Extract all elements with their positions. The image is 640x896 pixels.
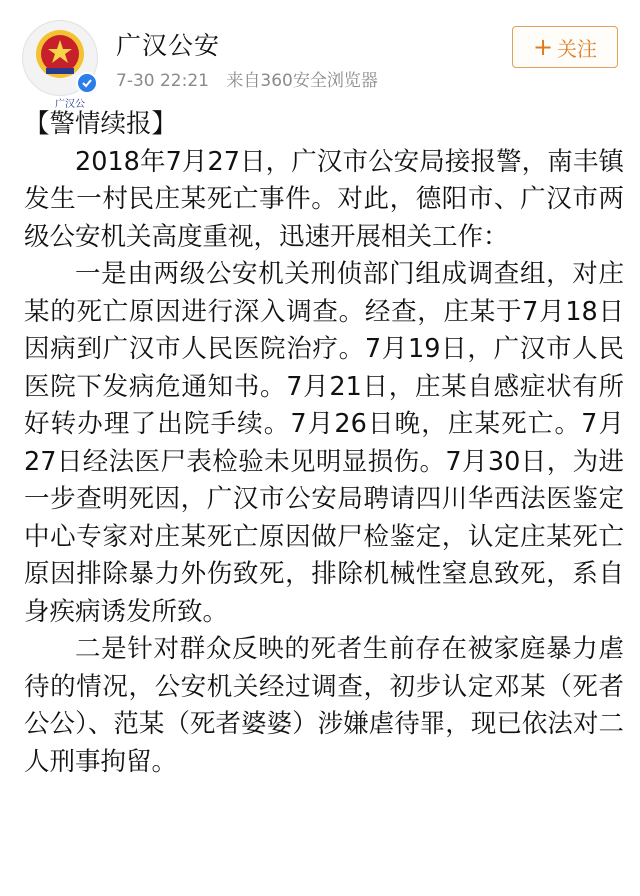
post-paragraph: 二是针对群众反映的死者生前存在被家庭暴力虐待的情况，公安机关经过调查，初步认定邓某（死者公公）、范某（死者婆婆）涉嫌虐待罪，现已依法对二人刑事拘留。 [24,634,624,777]
post-source[interactable]: 来自360安全浏览器 [226,71,378,91]
post-time: 7-30 22:21 [116,71,209,91]
post-heading: 【警情续报】 [24,109,178,139]
post-meta [116,66,390,91]
avatar-caption: 广汉公 [42,98,98,112]
follow-button[interactable] [512,26,618,68]
post-paragraph: 一是由两级公安机关刑侦部门组成调查组，对庄某的死亡原因进行深入调查。经查，庄某于7月18日因病到广汉市人民医院治疗。7月19日，广汉市人民医院下发病危通知书。7月21日，庄某自感症状有所好转办理了出院手续。7月26日晚，庄某死亡。7月27日经法医尸表检验未见明显损伤。7月30日，为进一步查明死因，广汉市公安局聘请四川华西法医鉴定中心专家对庄某死亡原因做尸检鉴定，认定庄某死亡原因排除暴力外伤致死，排除机械性窒息致死，系自身疾病诱发所致。 [24,259,624,627]
account-name[interactable]: 广汉公安 [116,31,221,60]
follow-button-label: 关注 [557,36,598,61]
post-header [0,0,640,110]
plus-icon: + [532,33,554,61]
post-body [24,106,624,781]
post-paragraph: 2018年7月27日，广汉市公安局接报警，南丰镇发生一村民庄某死亡事件。对此，德阳市、广汉市两级公安机关高度重视，迅速开展相关工作： [24,146,624,252]
verified-check-icon [76,72,98,94]
